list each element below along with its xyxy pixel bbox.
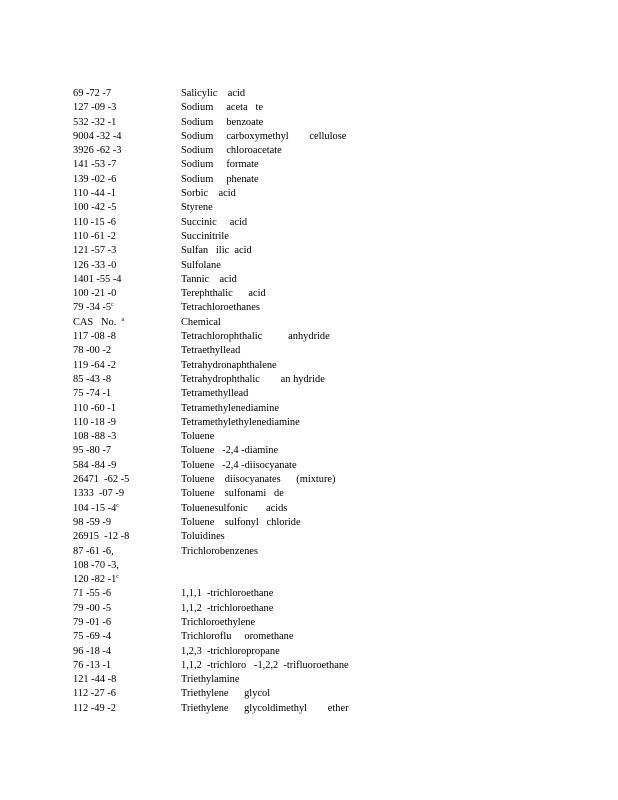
chemical-name: Triethylamine — [181, 674, 240, 686]
table-row — [73, 616, 373, 630]
table-row — [73, 487, 373, 501]
chemical-name: Tetramethyllead — [181, 388, 249, 400]
cas-number-text: 112 -49 -2 — [73, 702, 116, 714]
chemical-name: Succinitrile — [181, 230, 229, 242]
chemical-name: Trichlorobenzenes — [181, 545, 258, 557]
cas-number — [73, 273, 121, 287]
chemical-name: Sodium formate — [181, 159, 259, 171]
table-row — [73, 273, 373, 287]
chemical-name: Sodium carboxymethyl cellulose — [181, 130, 347, 142]
cas-number-text: 26915 -12 -8 — [73, 531, 130, 543]
chemical-name: Trichloroethylene — [181, 616, 256, 628]
table-row — [73, 444, 373, 458]
cas-number — [73, 330, 116, 344]
cas-number — [73, 130, 121, 144]
cas-number-text: 69 -72 -7 — [73, 88, 112, 99]
footnote-marker: a — [121, 316, 125, 323]
cas-number — [73, 645, 111, 659]
cas-number — [73, 573, 119, 587]
chemical-name: Toluene -2,4 -diamine — [181, 445, 279, 457]
table-row — [73, 158, 373, 172]
table-row — [73, 301, 373, 315]
cas-number-text: 100 -21 -0 — [73, 288, 117, 300]
table-row — [73, 687, 373, 701]
table-row — [73, 101, 373, 115]
table-row — [73, 587, 373, 601]
table-row — [73, 187, 373, 201]
chemical-name: Triethylene glycol — [181, 688, 271, 700]
cas-number-text: 85 -43 -8 — [73, 373, 112, 385]
table-row — [73, 216, 373, 230]
table-row — [73, 530, 373, 544]
chemical-name: Sorbic acid — [181, 188, 236, 200]
table-row — [73, 173, 373, 187]
table-row — [73, 373, 373, 387]
chemical-name: Toluidines — [181, 531, 225, 543]
cas-number-text: 75 -74 -1 — [73, 388, 112, 400]
chemical-name: Toluene sulfonyl chloride — [181, 516, 301, 528]
cas-number — [73, 487, 124, 501]
table-row — [73, 316, 373, 330]
cas-number — [73, 673, 116, 687]
cas-number-text: 1401 -55 -4 — [73, 273, 122, 285]
cas-number-text: 3926 -62 -3 — [73, 145, 122, 157]
chemical-name: Styrene — [181, 202, 213, 214]
cas-number-text: 104 -15 -4 — [73, 502, 117, 514]
cas-number-text: 117 -08 -8 — [73, 331, 116, 343]
table-row — [73, 645, 373, 659]
cas-number-text: 9004 -32 -4 — [73, 130, 122, 142]
footnote-marker: c — [111, 302, 114, 309]
cas-number — [73, 616, 111, 630]
cas-number — [73, 530, 129, 544]
cas-number — [73, 316, 124, 330]
cas-number — [73, 244, 116, 258]
chemical-name: Terephthalic acid — [181, 288, 266, 300]
chemical-name: Toluene — [181, 431, 215, 443]
cas-number-text: 26471 -62 -5 — [73, 474, 130, 486]
table-row — [73, 116, 373, 130]
chemical-name: Tannic acid — [181, 273, 237, 285]
cas-number — [73, 587, 111, 601]
cas-number-text: CAS No. — [73, 316, 122, 328]
cas-number-text: 79 -00 -5 — [73, 602, 112, 614]
cas-number — [73, 387, 111, 401]
cas-chemical-table — [73, 87, 373, 716]
cas-number-text: 532 -32 -1 — [73, 116, 117, 128]
table-row — [73, 502, 373, 516]
table-row — [73, 473, 373, 487]
cas-number-text: 120 -82 -1 — [73, 574, 117, 586]
cas-number — [73, 630, 111, 644]
cas-number-text: 96 -18 -4 — [73, 645, 112, 657]
cas-number-text: 1333 -07 -9 — [73, 488, 125, 500]
table-row — [73, 573, 373, 587]
cas-number — [73, 416, 116, 430]
cas-number-text: 110 -18 -9 — [73, 416, 116, 428]
cas-number — [73, 545, 114, 559]
chemical-name: Tetramethylenediamine — [181, 402, 279, 414]
chemical-name: Chemical — [181, 316, 221, 328]
cas-number-text: 71 -55 -6 — [73, 588, 112, 600]
table-row — [73, 516, 373, 530]
cas-number — [73, 173, 116, 187]
cas-number-text: 121 -44 -8 — [73, 674, 117, 686]
cas-number — [73, 187, 116, 201]
table-row — [73, 602, 373, 616]
cas-number-text: 98 -59 -9 — [73, 516, 112, 528]
cas-number-text: 78 -00 -2 — [73, 345, 112, 357]
cas-number — [73, 287, 116, 301]
table-row — [73, 87, 373, 101]
cas-number — [73, 502, 119, 516]
chemical-name: Succinic acid — [181, 216, 248, 228]
cas-number-text: 100 -42 -5 — [73, 202, 117, 214]
table-row — [73, 387, 373, 401]
chemical-name: Tetrachloroethanes — [181, 302, 260, 314]
chemical-name: 1,1,2 -trichloroethane — [181, 602, 274, 614]
cas-number — [73, 230, 116, 244]
cas-number — [73, 430, 116, 444]
cas-number — [73, 702, 116, 716]
chemical-name: Toluene -2,4 -diisocyanate — [181, 459, 297, 471]
cas-number-text: 141 -53 -7 — [73, 159, 117, 171]
table-row — [73, 244, 373, 258]
cas-number-text: 584 -84 -9 — [73, 459, 117, 471]
cas-number-text: 76 -13 -1 — [73, 659, 112, 671]
cas-number-text: 75 -69 -4 — [73, 631, 112, 643]
cas-number — [73, 87, 111, 101]
table-row — [73, 673, 373, 687]
chemical-name: Trichloroflu oromethane — [181, 631, 294, 643]
table-row — [73, 402, 373, 416]
cas-number — [73, 402, 116, 416]
cas-number-text: 127 -09 -3 — [73, 102, 117, 114]
cas-number — [73, 144, 121, 158]
cas-number — [73, 659, 111, 673]
chemical-name: Sodium benzoate — [181, 116, 264, 128]
chemical-name: Sulfan ilic acid — [181, 245, 252, 257]
cas-number-text: 87 -61 -6, — [73, 545, 114, 557]
chemical-name: Toluenesulfonic acids — [181, 502, 288, 514]
cas-number — [73, 359, 116, 373]
cas-number — [73, 259, 116, 273]
table-row — [73, 330, 373, 344]
chemical-name: Triethylene glycoldimethyl ether — [181, 702, 349, 714]
cas-number — [73, 216, 116, 230]
cas-number — [73, 373, 111, 387]
chemical-name: Tetrachlorophthalic anhydride — [181, 331, 330, 343]
table-row — [73, 287, 373, 301]
chemical-name: 1,1,2 -trichloro -1,2,2 -trifluoroethane — [181, 659, 349, 671]
chemical-name: Sodium aceta te — [181, 102, 263, 114]
cas-number-text: 126 -33 -0 — [73, 259, 117, 271]
cas-number — [73, 301, 114, 315]
cas-number — [73, 444, 111, 458]
table-row — [73, 359, 373, 373]
cas-number-text: 119 -64 -2 — [73, 359, 116, 371]
cas-number — [73, 101, 116, 115]
chemical-name: 1,1,1 -trichloroethane — [181, 588, 274, 600]
chemical-name: Sulfolane — [181, 259, 221, 271]
cas-number — [73, 201, 116, 215]
chemical-name: Toluene diisocyanates (mixture) — [181, 474, 336, 486]
chemical-name: Tetrahydrophthalic an hydride — [181, 373, 325, 385]
cas-number-text: 79 -34 -5 — [73, 302, 112, 314]
footnote-marker: c — [116, 574, 119, 581]
table-row — [73, 702, 373, 716]
table-row — [73, 430, 373, 444]
cas-number-text: 79 -01 -6 — [73, 616, 112, 628]
cas-number — [73, 158, 116, 172]
table-row — [73, 416, 373, 430]
footnote-marker: c — [116, 502, 119, 509]
cas-number-text: 95 -80 -7 — [73, 445, 112, 457]
cas-number — [73, 116, 116, 130]
cas-number — [73, 602, 111, 616]
chemical-name: Tetraethyllead — [181, 345, 241, 357]
table-row — [73, 130, 373, 144]
chemical-name: Sodium chloroacetate — [181, 145, 282, 157]
table-row — [73, 459, 373, 473]
table-row — [73, 659, 373, 673]
cas-number-text: 110 -61 -2 — [73, 230, 116, 242]
cas-number-text: 139 -02 -6 — [73, 173, 117, 185]
table-row — [73, 630, 373, 644]
cas-number — [73, 344, 111, 358]
cas-number-text: 110 -44 -1 — [73, 188, 116, 200]
table-row — [73, 201, 373, 215]
table-row — [73, 344, 373, 358]
table-row — [73, 545, 373, 559]
cas-number — [73, 687, 116, 701]
cas-number-text: 121 -57 -3 — [73, 245, 117, 257]
chemical-name: Toluene sulfonami de — [181, 488, 284, 500]
cas-number — [73, 559, 119, 573]
table-row — [73, 144, 373, 158]
cas-number — [73, 516, 111, 530]
chemical-name: Salicylic acid — [181, 88, 246, 99]
chemical-name: Sodium phenate — [181, 173, 259, 185]
cas-number-text: 110 -15 -6 — [73, 216, 116, 228]
chemical-name: Tetramethylethylenediamine — [181, 416, 300, 428]
table-row — [73, 259, 373, 273]
cas-number — [73, 459, 116, 473]
table-row — [73, 559, 373, 573]
chemical-name: Tetrahydronaphthalene — [181, 359, 277, 371]
cas-number — [73, 473, 129, 487]
cas-number-text: 108 -88 -3 — [73, 431, 117, 443]
chemical-name: 1,2,3 -trichloropropane — [181, 645, 280, 657]
cas-number-text: 110 -60 -1 — [73, 402, 116, 414]
cas-number-text: 108 -70 -3, — [73, 559, 119, 571]
table-row — [73, 230, 373, 244]
cas-number-text: 112 -27 -6 — [73, 688, 116, 700]
